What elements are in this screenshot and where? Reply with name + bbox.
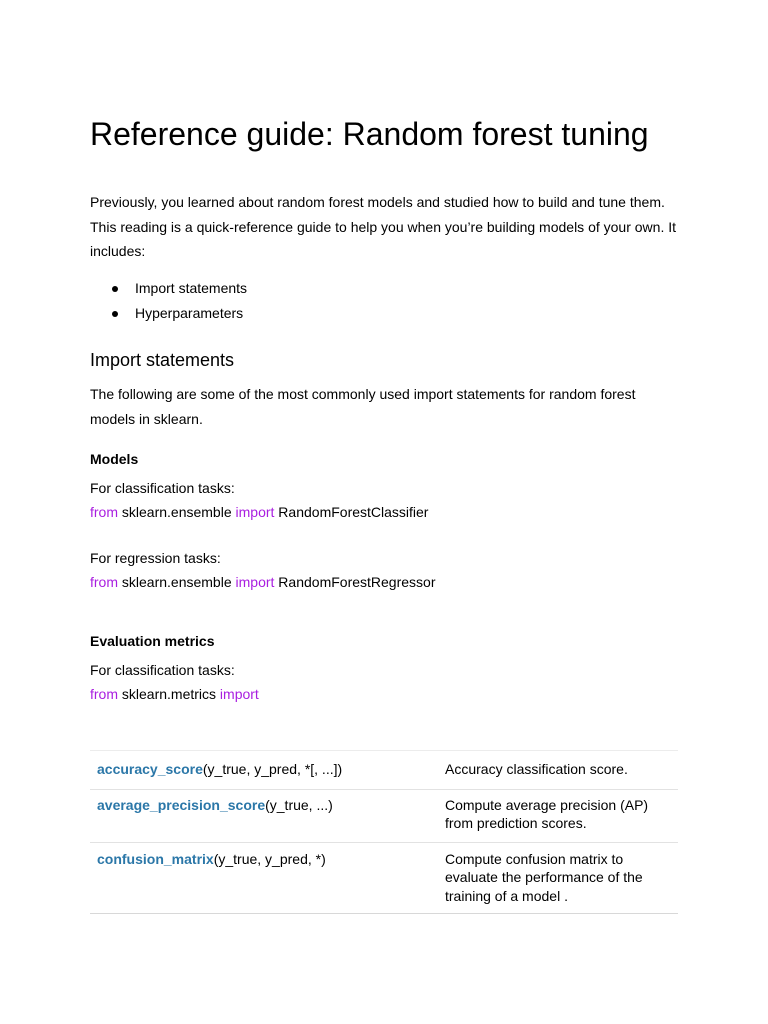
code-name: RandomForestClassifier bbox=[274, 504, 429, 520]
code-module: sklearn.ensemble bbox=[118, 504, 236, 520]
bullet-icon bbox=[112, 286, 118, 292]
list-item bbox=[90, 276, 247, 301]
import-paragraph: The following are some of the most commonly used import statements for random forest models in sklearn. bbox=[90, 386, 636, 427]
metrics-table bbox=[90, 750, 678, 914]
table-cell-function bbox=[90, 842, 445, 914]
function-link[interactable]: confusion_matrix bbox=[97, 850, 214, 867]
list-item-text: Hyperparameters bbox=[135, 305, 244, 321]
table-cell-function bbox=[90, 751, 445, 790]
function-args: (y_true, y_pred, *) bbox=[213, 850, 326, 867]
intro-paragraph: Previously, you learned about random forest models and studied how to build and tune them. This reading is a quick-reference guide to help you when you’re building models of your own. It includes: bbox=[90, 194, 676, 259]
list-item bbox=[90, 301, 247, 326]
function-args: (y_true, ...) bbox=[265, 796, 333, 813]
metrics-classification-label: For classification tasks: bbox=[90, 662, 235, 678]
code-module: sklearn.ensemble bbox=[118, 574, 236, 590]
keyword-import: import bbox=[235, 574, 275, 590]
keyword-import: import bbox=[235, 504, 275, 520]
models-regression-label: For regression tasks: bbox=[90, 550, 221, 566]
evaluation-metrics-heading: Evaluation metrics bbox=[90, 633, 215, 649]
function-description: Compute confusion matrix to evaluate the performance of the training of a model . bbox=[445, 850, 643, 904]
function-link[interactable]: accuracy_score bbox=[97, 761, 203, 777]
intro-bullet-list bbox=[90, 276, 247, 326]
table-row bbox=[90, 751, 678, 790]
table-cell-description bbox=[445, 789, 678, 842]
table-cell-function bbox=[90, 789, 445, 842]
bullet-icon bbox=[112, 311, 118, 317]
metrics-classification-code bbox=[90, 684, 259, 704]
keyword-from: from bbox=[90, 504, 118, 520]
function-description: Compute average precision (AP) from prediction scores. bbox=[445, 796, 649, 831]
table-row bbox=[90, 789, 678, 842]
function-link[interactable]: average_precision_score bbox=[97, 796, 266, 813]
list-item-text: Import statements bbox=[135, 280, 248, 296]
code-name: RandomForestRegressor bbox=[274, 574, 436, 590]
page-title: Reference guide: Random forest tuning bbox=[90, 116, 649, 152]
keyword-from: from bbox=[90, 574, 118, 590]
keyword-import: import bbox=[219, 686, 259, 702]
function-args: (y_true, y_pred, *[, ...]) bbox=[202, 761, 343, 777]
models-heading: Models bbox=[90, 451, 139, 467]
models-classification-code bbox=[90, 502, 428, 522]
models-classification-label: For classification tasks: bbox=[90, 480, 235, 496]
models-regression-code bbox=[90, 572, 435, 592]
table-row bbox=[90, 842, 678, 914]
keyword-from: from bbox=[90, 686, 118, 702]
section-heading-import: Import statements bbox=[90, 350, 235, 370]
code-module: sklearn.metrics bbox=[118, 686, 220, 702]
function-description: Accuracy classification score. bbox=[445, 761, 628, 777]
table-cell-description bbox=[445, 842, 678, 914]
table-cell-description bbox=[445, 751, 678, 790]
